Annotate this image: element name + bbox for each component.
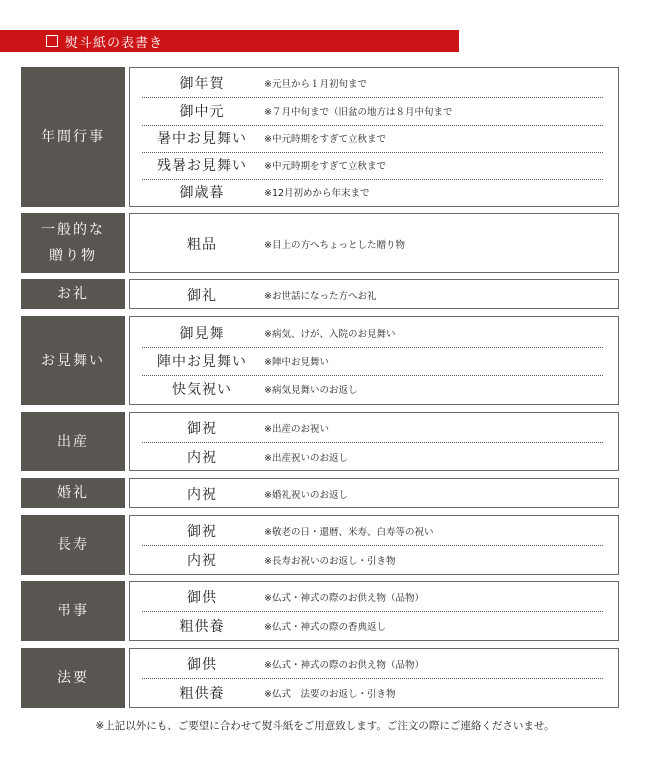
category-label: 年間行事	[21, 67, 125, 207]
item-list	[129, 478, 619, 508]
list-item	[142, 319, 603, 348]
item-note: ※陣中お見舞い	[264, 357, 329, 368]
item-name: 御供	[187, 590, 217, 606]
item-list	[129, 213, 619, 273]
section-ippanteki-okurimono	[21, 213, 619, 273]
item-name: 内祝	[187, 553, 217, 569]
item-name: 快気祝い	[172, 382, 232, 398]
item-name: 御供	[187, 657, 217, 673]
category-label: お見舞い	[21, 316, 125, 405]
footer-note: ※上記以外にも、ご要望に合わせて熨斗紙をご用意致します。ご注文の際にご連絡くださいませ。	[95, 720, 555, 732]
category-label: 婚礼	[21, 478, 125, 508]
item-list	[129, 279, 619, 309]
item-list	[129, 316, 619, 405]
section-orei	[21, 279, 619, 309]
checkbox-square-icon	[46, 35, 58, 47]
item-name: 粗供養	[179, 619, 225, 635]
list-item	[142, 480, 603, 508]
list-item	[142, 124, 603, 153]
item-name: 暑中お見舞い	[157, 131, 247, 147]
list-item	[142, 151, 603, 180]
item-name: 陣中お見舞い	[157, 354, 247, 370]
section-nenkan-gyouji	[21, 67, 619, 207]
item-note: ※出産祝いのお返し	[264, 453, 348, 464]
section-houyou	[21, 648, 619, 708]
list-item	[142, 583, 603, 612]
item-note: ※中元時期をすぎて立秋まで	[264, 161, 386, 172]
item-note: ※出産のお祝い	[264, 424, 329, 435]
category-label: 長寿	[21, 515, 125, 575]
list-item	[142, 230, 603, 258]
item-list	[129, 581, 619, 641]
list-item	[142, 178, 603, 206]
item-note: ※婚礼祝いのお返し	[264, 490, 348, 501]
item-list	[129, 515, 619, 575]
item-note: ※病気見舞いのお返し	[264, 385, 358, 396]
section-chouji	[21, 581, 619, 641]
list-item	[142, 443, 603, 471]
item-list	[129, 412, 619, 471]
item-note: ※仏式 法要のお返し・引き物	[264, 689, 396, 700]
category-label-line: 一般的な	[41, 222, 105, 238]
list-item	[142, 414, 603, 443]
list-item	[142, 97, 603, 126]
section-konrei	[21, 478, 619, 508]
category-label: 弔事	[21, 581, 125, 641]
item-note: ※お世話になった方へお礼	[264, 291, 377, 302]
item-name: 御中元	[179, 104, 225, 120]
item-name: 残暑お見舞い	[157, 158, 247, 174]
item-list	[129, 648, 619, 708]
list-item	[142, 375, 603, 403]
item-name: 御年賀	[179, 76, 225, 92]
list-item	[142, 546, 603, 574]
item-name: 粗品	[187, 237, 217, 253]
item-note: ※長寿お祝いのお返し・引き物	[264, 556, 396, 567]
list-item	[142, 612, 603, 640]
item-note: ※目上の方へちょっとした贈り物	[264, 240, 405, 251]
section-header	[0, 30, 459, 52]
category-label: 法要	[21, 648, 125, 708]
item-name: 内祝	[187, 487, 217, 503]
item-note: ※敬老の日・還暦、米寿、白寿等の祝い	[264, 527, 434, 538]
item-name: 御祝	[187, 524, 217, 540]
item-note: ※７月中旬まで（旧盆の地方は８月中旬まで	[264, 107, 453, 118]
category-label: 出産	[21, 412, 125, 471]
list-item	[142, 517, 603, 546]
item-list	[129, 67, 619, 207]
item-note: ※仏式・神式の際のお供え物（品物）	[264, 660, 424, 671]
list-item	[142, 69, 603, 98]
section-omimai	[21, 316, 619, 405]
item-note: ※仏式・神式の際の香典返し	[264, 622, 386, 633]
category-label: お礼	[21, 279, 125, 309]
category-label	[21, 213, 125, 273]
list-item	[142, 281, 603, 309]
item-name: 御見舞	[179, 326, 225, 342]
item-name: 御歳暮	[179, 185, 225, 201]
section-shussan	[21, 412, 619, 471]
list-item	[142, 650, 603, 679]
item-note: ※元旦から１月初旬まで	[264, 79, 367, 90]
item-note: ※病気、けが、入院のお見舞い	[264, 329, 396, 340]
list-item	[142, 347, 603, 376]
section-chouju	[21, 515, 619, 575]
category-label-line: 贈り物	[49, 248, 97, 264]
item-note: ※12月初めから年末まで	[264, 188, 370, 199]
item-note: ※仏式・神式の際のお供え物（品物）	[264, 593, 424, 604]
item-name: 粗供養	[179, 686, 225, 702]
item-name: 御礼	[187, 288, 217, 304]
section-title: 熨斗紙の表書き	[65, 35, 164, 51]
list-item	[142, 679, 603, 707]
item-name: 御祝	[187, 421, 217, 437]
item-note: ※中元時期をすぎて立秋まで	[264, 134, 386, 145]
item-name: 内祝	[187, 450, 217, 466]
